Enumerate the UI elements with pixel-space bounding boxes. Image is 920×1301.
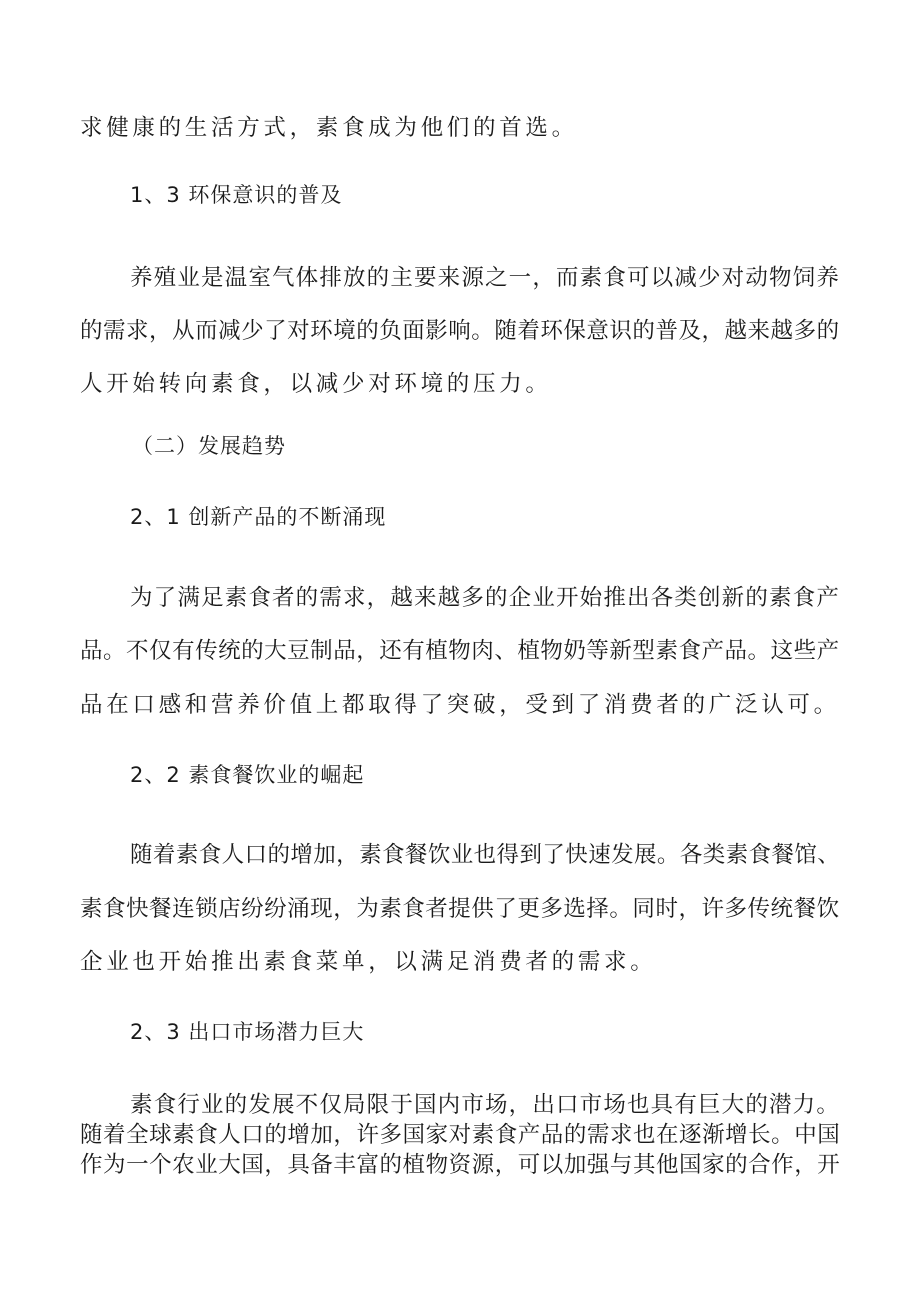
- paragraph-line: 求健康的生活方式，素食成为他们的首选。: [80, 115, 578, 141]
- section-heading-2: （二）发展趋势: [132, 434, 286, 458]
- paragraph-line: 随着素食人口的增加，素食餐饮业也得到了快速发展。各类素食餐馆、: [130, 842, 841, 868]
- paragraph-line: 的需求，从而减少了对环境的负面影响。随着环保意识的普及，越来越多的: [80, 318, 840, 344]
- paragraph-line: 品。不仅有传统的大豆制品，还有植物肉、植物奶等新型素食产品。这些产: [80, 638, 840, 664]
- section-heading-2-2: 2、2 素食餐饮业的崛起: [130, 763, 365, 787]
- paragraph-line: 养殖业是温室气体排放的主要来源之一，而素食可以减少对动物饲养: [130, 265, 841, 291]
- paragraph-line: 素食行业的发展不仅局限于国内市场，出口市场也具有巨大的潜力。: [130, 1092, 841, 1118]
- section-heading-1-3: 1、3 环保意识的普及: [130, 183, 343, 207]
- section-heading-2-3: 2、3 出口市场潜力巨大: [130, 1020, 365, 1044]
- paragraph-line: 企业也开始推出素食菜单，以满足消费者的需求。: [80, 949, 657, 975]
- section-heading-2-1: 2、1 创新产品的不断涌现: [130, 505, 387, 529]
- paragraph-line: 品在口感和营养价值上都取得了突破，受到了消费者的广泛认可。: [80, 692, 840, 718]
- paragraph-line: 随着全球素食人口的增加，许多国家对素食产品的需求也在逐渐增长。中国: [80, 1122, 841, 1148]
- paragraph-line: 为了满足素食者的需求，越来越多的企业开始推出各类创新的素食产: [130, 585, 841, 611]
- paragraph-line: 人开始转向素食，以减少对环境的压力。: [80, 371, 552, 397]
- paragraph-line: 作为一个农业大国，具备丰富的植物资源，可以加强与其他国家的合作，开: [80, 1152, 841, 1178]
- paragraph-line: 素食快餐连锁店纷纷涌现，为素食者提供了更多选择。同时，许多传统餐饮: [80, 896, 840, 922]
